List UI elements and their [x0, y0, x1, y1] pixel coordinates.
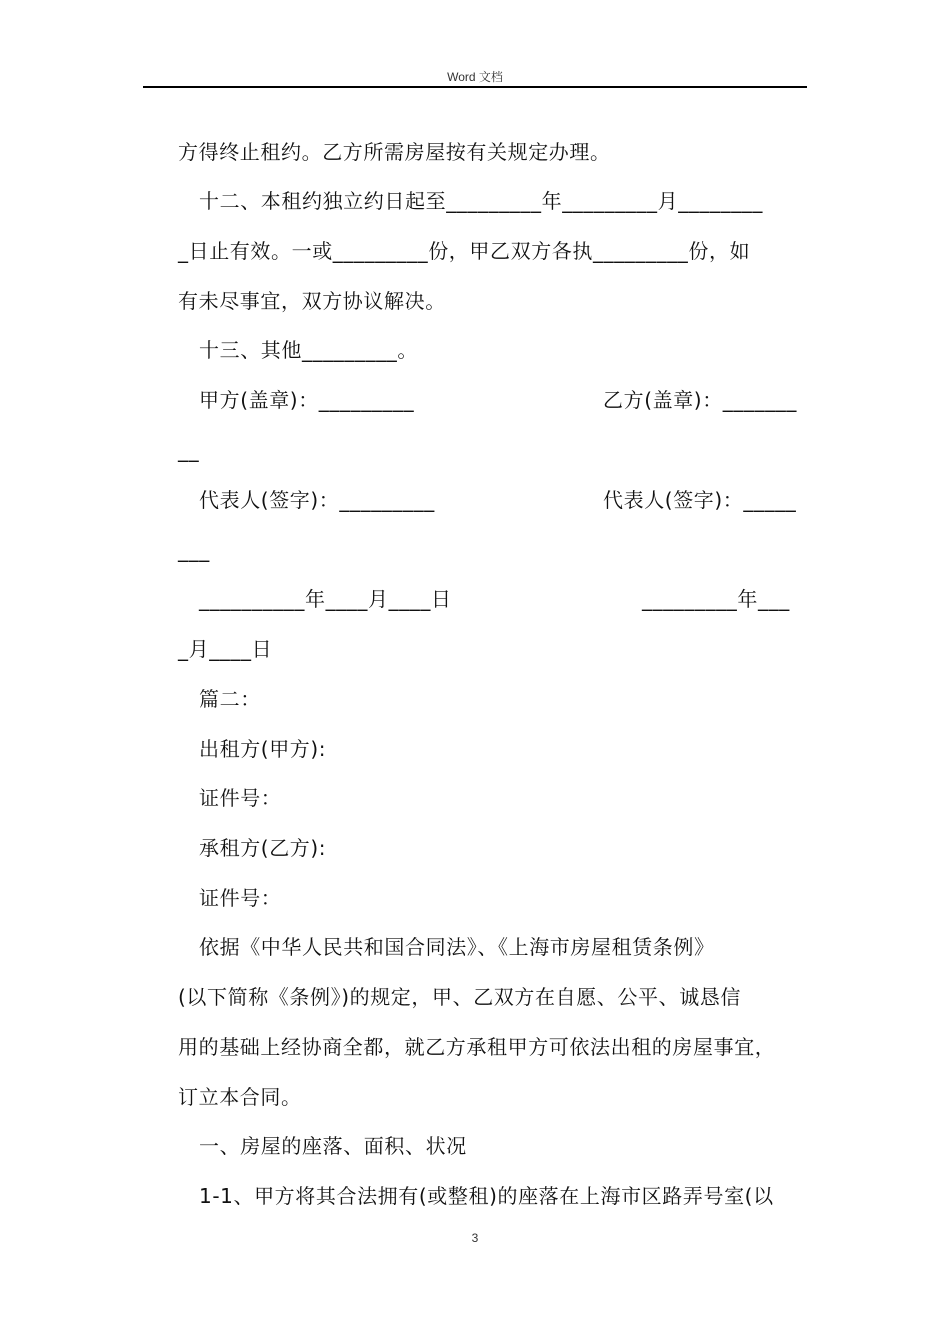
body-line: 证件号： [199, 886, 282, 910]
body-line: 证件号： [199, 786, 282, 810]
page-number: 3 [471, 1231, 479, 1245]
body-line: 依据《中华人民共和国合同法》、《上海市房屋租赁条例》 [199, 935, 715, 959]
party-a-signature: 代表人(签字)：_________ [199, 488, 435, 512]
body-line: 承租方(乙方): [199, 836, 327, 860]
party-b-signature: 代表人(签字)：_____ [603, 488, 797, 512]
party-a-seal: 甲方(盖章)：_________ [199, 388, 415, 412]
body-line: _日止有效。一或_________份，甲乙双方各执_________份，如 [178, 239, 751, 263]
section-heading: 一、房屋的座落、面积、状况 [199, 1134, 467, 1158]
body-line: ___ [178, 538, 210, 562]
body-line: 出租方(甲方): [199, 737, 327, 761]
body-line: 用的基础上经协商全都，就乙方承租甲方可依法出租的房屋事宜， [178, 1035, 776, 1059]
party-a-date: __________年____月____日 [199, 587, 452, 611]
body-line: 十二、本租约独立约日起至_________年_________月________ [199, 189, 763, 213]
body-line: 有未尽事宜，双方协议解决。 [178, 289, 446, 313]
body-line: (以下简称《条例》)的规定，甲、乙双方在自愿、公平、诚恳信 [178, 985, 742, 1009]
body-line: 方得终止租约。乙方所需房屋按有关规定办理。 [178, 140, 611, 164]
party-b-date: _________年___ [642, 587, 790, 611]
body-line: __ [178, 438, 200, 462]
body-line: _月____日 [178, 637, 273, 661]
party-b-seal: 乙方(盖章)：_______ [603, 388, 798, 412]
body-line: 订立本合同。 [178, 1085, 302, 1109]
section-heading: 篇二： [199, 687, 261, 711]
header-rule [143, 86, 807, 88]
body-line: 1-1、甲方将其合法拥有(或整租)的座落在上海市区路弄号室(以 [199, 1184, 774, 1208]
body-line: 十三、其他_________。 [199, 338, 418, 362]
page-header: Word 文档 [447, 70, 503, 84]
